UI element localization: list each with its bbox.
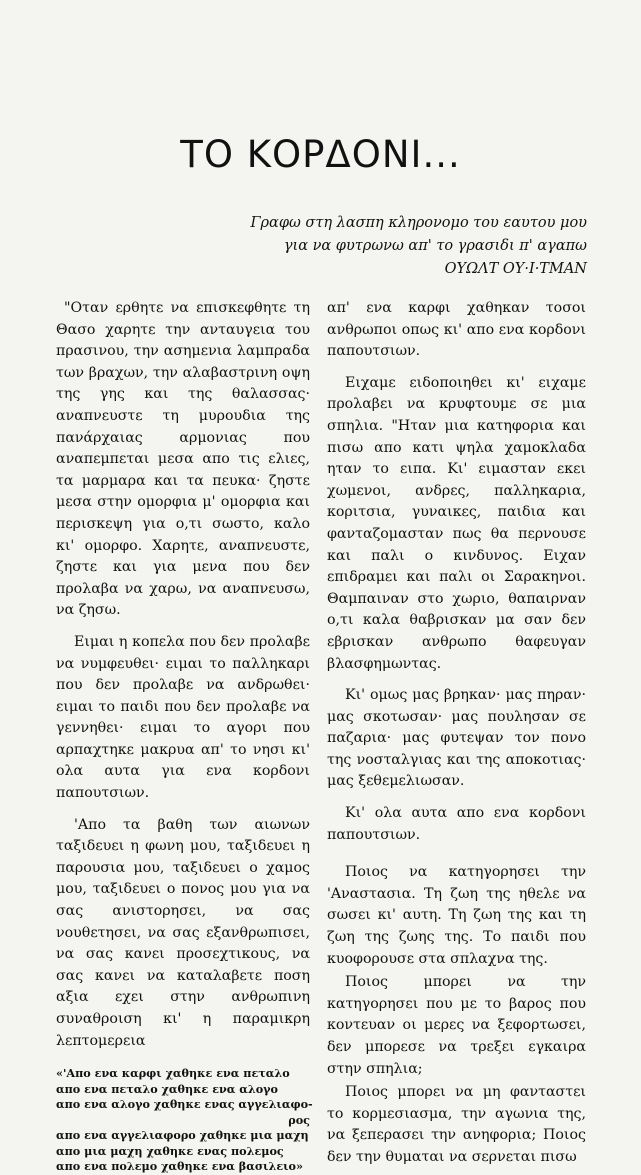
left-column: [56, 298, 313, 1175]
paragraph: 'Απο τα βαθη των αιωνων ταξιδευει η φωνη μου, ταξιδευει η παρουσια μου, ταξιδευει ο χαμος μου, ταξιδευει ο πονος μου για να σας ανιστορησει, να σας νουθετησει, να σας εξανθρωπισει, να σας κανει προσεχτικους, να σας κανει να καταλαβετε ποση αξια εχει στην ανθρωπινη συναθροιση κι' η παραμικρη λεπτομερεια: [56, 816, 310, 1049]
epigraph-line: για να φυτρωνω απ' το γρασιδι π' αγαπω: [283, 238, 587, 254]
paragraph: "Οταν ερθητε να επισκεφθητε τη Θασο χαρητε την ανταυγεια του πρασινου, την ασημενια λαμπραδα των βραχων, την αλαβαστρινη οψη της γης και της θαλασσας· αναπνευστε τη μυρουδια της πανάρχαιας αρμονιας που αναπεμπεται μεσα απο τις ελιες, τα μαρμαρα και τα πευκα· ζηστε μεσα στην ομορφια μ' ομορφια και περισκεψη για ο,τι σωστο, καλο κι' ομορφο. Χαρητε, αναπνευστε, ζηστε και για μενα που δεν προλαβα να χαρω, να αναπνευσω, να ζησω.: [56, 300, 310, 619]
epigraph-line: Γραφω στη λασπη κληρονομο του εαυτου μου: [250, 215, 587, 231]
verse-line: «'Απο ενα καρφι χαθηκε ενα πεταλο: [56, 1066, 290, 1081]
page-title: ΤΟ ΚΟΡΔΟΝΙ...: [180, 133, 461, 176]
verse-line: απο ενα αλογο χαθηκε ενας αγγελιαφο-: [56, 1097, 313, 1112]
paragraph: Κι' ολα αυτα απο ενα κορδονι παπουτσιων.: [327, 805, 586, 843]
paragraph: Ειχαμε ειδοποιηθει κι' ειχαμε προλαβει να κρυφτουμε σε μια σπηλια. "Ηταν μια κατηφορια και πισω απο κατι ψηλα χαμοκλαδα ηταν το ειπα. Κι' ειμασταν εκει χωμενοι, ανδρες, παλληκαρια, κοριτσια, γυναικες, παιδια και φανταζομασταν πως θα περνουσε και παλι ο κινδυνος. Ειχαν επιδραμει και παλι οι Σαρακηνοι. Θαμπαιναν στο χωριο, θαπαιρναν ο,τι καλα θαβρισκαν μα σαν δεν εβρισκαν ανθρωπο θαφευγαν βλασφημωντας.: [327, 374, 586, 672]
right-column: [327, 298, 586, 1171]
verse-line: απο ενα πολεμο χαθηκε ενα βασιλειο»: [56, 1159, 303, 1174]
verse-line: απο μια μαχη χαθηκε ενας πολεμος: [56, 1143, 284, 1158]
paragraph: Κι' ομως μας βρηκαν· μας πηραν· μας σκοτωσαν· μας πουλησαν σε παζαρια· μας φυτεψαν τον πονο της νοσταλγιας και της αποκοτιας· μας ξεθεμελιωσαν.: [327, 687, 586, 790]
epigraph: [167, 212, 587, 281]
paragraph: Ειμαι η κοπελα που δεν προλαβε να νυμφευθει· ειμαι το παλληκαρι που δεν προλαβε να ανδρωθει· ειμαι το παιδι που δεν προλαβε να γεννηθει· ειμαι το αγορι που αρπαχτηκε μακρυα απ' το νησι κι' ολα αυτα για ενα κορδονι παπουτσιων.: [56, 633, 310, 802]
verse-quote: [56, 1066, 313, 1175]
paragraph: Ποιος μπορει να μη φανταστει το κορμεσιασμα, την αγωνια της, να ξεπερασει την ανηφορια; Ποιος δεν την θυμαται να σερνεται πισω: [327, 1084, 586, 1165]
verse-line: απο ενα αγγελιαφορο χαθηκε μια μαχη: [56, 1128, 309, 1143]
epigraph-author: ΟΥΩΛΤ ΟΥ·Ι·ΤΜΑΝ: [444, 261, 587, 277]
verse-line: ρος: [288, 1112, 310, 1127]
paragraph: απ' ενα καρφι χαθηκαν τοσοι ανθρωποι οπως κι' απο ενα κορδονι παπουτσιων.: [327, 300, 586, 360]
paragraph: Ποιος να κατηγορησει την 'Αναστασια. Τη ζωη της ηθελε να σωσει κι' αυτη. Τη ζωη της και τη ζωη της ζωης της. Το παιδι που κυοφορουσε στα σπλαχνα της.: [327, 864, 586, 967]
paragraph: Ποιος μπορει να την κατηγορησει που με το βαρος που κοντευαν οι μερες να ξεφορτωσει, δεν μπορεσε να τρεξει εγκαιρα στην σπηλια;: [327, 974, 586, 1077]
verse-line: απο ενα πεταλο χαθηκε ενα αλογο: [56, 1081, 279, 1096]
